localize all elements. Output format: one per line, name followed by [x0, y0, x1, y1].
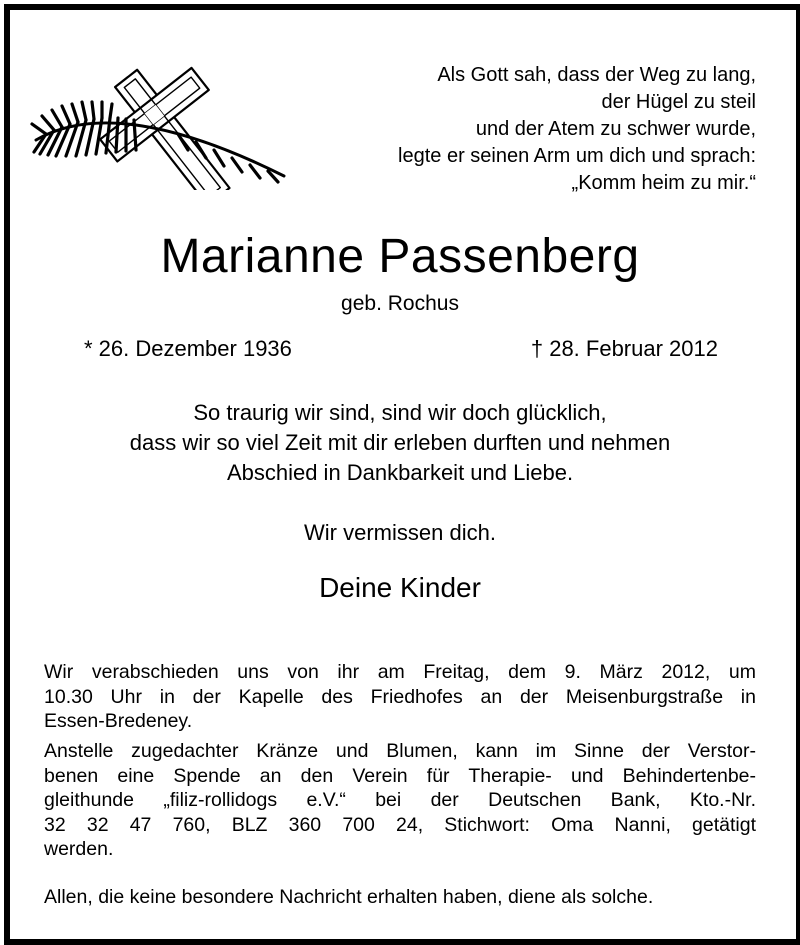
poem-line: „Komm heim zu mir.“ — [571, 172, 756, 194]
quote-line: So traurig wir sind, sind wir doch glücklich, — [193, 400, 607, 425]
donation-notice-line: werden. — [44, 838, 114, 860]
funeral-notice-line: 10.30 Uhr in der Kapelle des Friedhofes an der Meisenburgstraße in — [44, 685, 756, 708]
quote-line: Abschied in Dankbarkeit und Liebe. — [226, 460, 574, 485]
deceased-name: Marianne Passenberg — [160, 230, 640, 283]
signature: Deine Kinder — [319, 572, 481, 603]
poem-line: legte er seinen Arm um dich und sprach: — [398, 145, 756, 167]
final-notice — [44, 885, 756, 910]
poem-line: der Hügel zu steil — [601, 91, 756, 113]
maiden-name: geb. Rochus — [341, 292, 459, 315]
funeral-notice-line: Essen-Bredeney. — [44, 710, 193, 732]
cross-with-palm-frond-icon — [28, 60, 290, 190]
final-notice-line: Allen, die keine besondere Nachricht erhalten haben, diene als solche. — [44, 886, 654, 908]
farewell-quote — [0, 398, 800, 488]
donation-notice-line: Anstelle zugedachter Kränze und Blumen, kann im Sinne der Verstor- — [44, 740, 756, 762]
funeral-notice — [44, 660, 756, 734]
donation-notice — [44, 739, 756, 862]
donation-notice-line: gleithunde „filiz-rollidogs e.V.“ bei der Deutschen Bank, Kto.-Nr. — [44, 789, 756, 811]
death-date: † 28. Februar 2012 — [530, 336, 718, 361]
closing-line: Wir vermissen dich. — [304, 520, 496, 545]
poem-line: Als Gott sah, dass der Weg zu lang, — [437, 64, 756, 86]
quote-line: dass wir so viel Zeit mit dir erleben durften und nehmen — [129, 430, 671, 455]
birth-date: * 26. Dezember 1936 — [84, 336, 292, 361]
poem — [316, 62, 756, 197]
poem-line: und der Atem zu schwer wurde, — [475, 118, 756, 140]
funeral-notice-line: Wir verabschieden uns von ihr am Freitag, dem 9. März 2012, um — [44, 661, 756, 683]
donation-notice-line: 32 32 47 760, BLZ 360 700 24, Stichwort: Oma Nanni, getätigt — [44, 813, 756, 836]
donation-notice-line: benen eine Spende an den Verein für Therapie- und Behindertenbe- — [44, 764, 756, 787]
